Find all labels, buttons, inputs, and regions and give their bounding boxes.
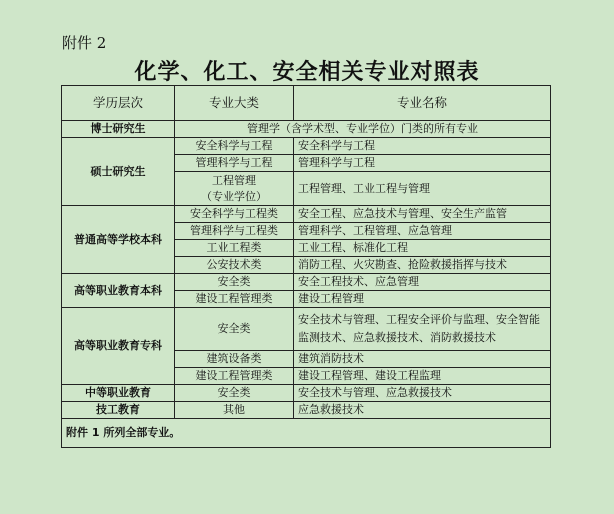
- category-cell: 管理科学与工程类: [175, 223, 294, 240]
- attachment-label: 附件 2: [62, 34, 107, 52]
- level-cell: 高等职业教育本科: [62, 274, 175, 308]
- category-cell: [175, 172, 294, 206]
- table-row: [62, 274, 551, 291]
- names-cell: 安全工程技术、应急管理: [294, 274, 551, 291]
- level-cell: 高等职业教育专科: [62, 308, 175, 385]
- header-major-category: 专业大类: [175, 86, 294, 121]
- names-cell: 管理科学与工程: [294, 155, 551, 172]
- names-cell: 工业工程、标准化工程: [294, 240, 551, 257]
- category-cell: 其他: [175, 402, 294, 419]
- level-cell: 硕士研究生: [62, 138, 175, 206]
- category-cell: 安全类: [175, 274, 294, 291]
- category-cell: 安全科学与工程: [175, 138, 294, 155]
- names-cell: 建设工程管理: [294, 291, 551, 308]
- names-cell: 建筑消防技术: [294, 351, 551, 368]
- names-cell: 安全技术与管理、应急救援技术: [294, 385, 551, 402]
- table-row: [62, 385, 551, 402]
- names-cell: 安全工程、应急技术与管理、安全生产监管: [294, 206, 551, 223]
- merged-cell: 管理学（含学术型、专业学位）门类的所有专业: [175, 121, 551, 138]
- category-cell: 安全类: [175, 308, 294, 351]
- level-cell: 博士研究生: [62, 121, 175, 138]
- level-cell: 中等职业教育: [62, 385, 175, 402]
- level-cell: 技工教育: [62, 402, 175, 419]
- category-cell: 管理科学与工程: [175, 155, 294, 172]
- table-row: [62, 121, 551, 138]
- category-cell: 公安技术类: [175, 257, 294, 274]
- table-header-row: [62, 86, 551, 121]
- major-comparison-table: [61, 85, 551, 448]
- header-education-level: 学历层次: [62, 86, 175, 121]
- category-cell: 建筑设备类: [175, 351, 294, 368]
- names-cell: 安全科学与工程: [294, 138, 551, 155]
- table-row: [62, 206, 551, 223]
- category-cell: 安全科学与工程类: [175, 206, 294, 223]
- names-cell: 应急救援技术: [294, 402, 551, 419]
- category-cell: 建设工程管理类: [175, 291, 294, 308]
- document-title: 化学、化工、安全相关专业对照表: [134, 59, 480, 85]
- table-row: [62, 308, 551, 351]
- category-cell: 安全类: [175, 385, 294, 402]
- level-cell: 普通高等学校本科: [62, 206, 175, 274]
- names-cell: 工程管理、工业工程与管理: [294, 172, 551, 206]
- footnote-cell: 附件 1 所列全部专业。: [62, 419, 551, 448]
- names-cell: 建设工程管理、建设工程监理: [294, 368, 551, 385]
- table-row: [62, 419, 551, 448]
- category-line: （专业学位）: [201, 189, 267, 203]
- names-cell: 安全技术与管理、工程安全评价与监理、安全智能监测技术、应急救援技术、消防救援技术: [294, 308, 551, 351]
- names-cell: 管理科学、工程管理、应急管理: [294, 223, 551, 240]
- category-cell: 工业工程类: [175, 240, 294, 257]
- category-cell: 建设工程管理类: [175, 368, 294, 385]
- table-row: [62, 138, 551, 155]
- table-row: [62, 402, 551, 419]
- header-major-names: 专业名称: [294, 86, 551, 121]
- names-cell: 消防工程、火灾勘查、抢险救援指挥与技术: [294, 257, 551, 274]
- category-line: 工程管理: [212, 173, 256, 187]
